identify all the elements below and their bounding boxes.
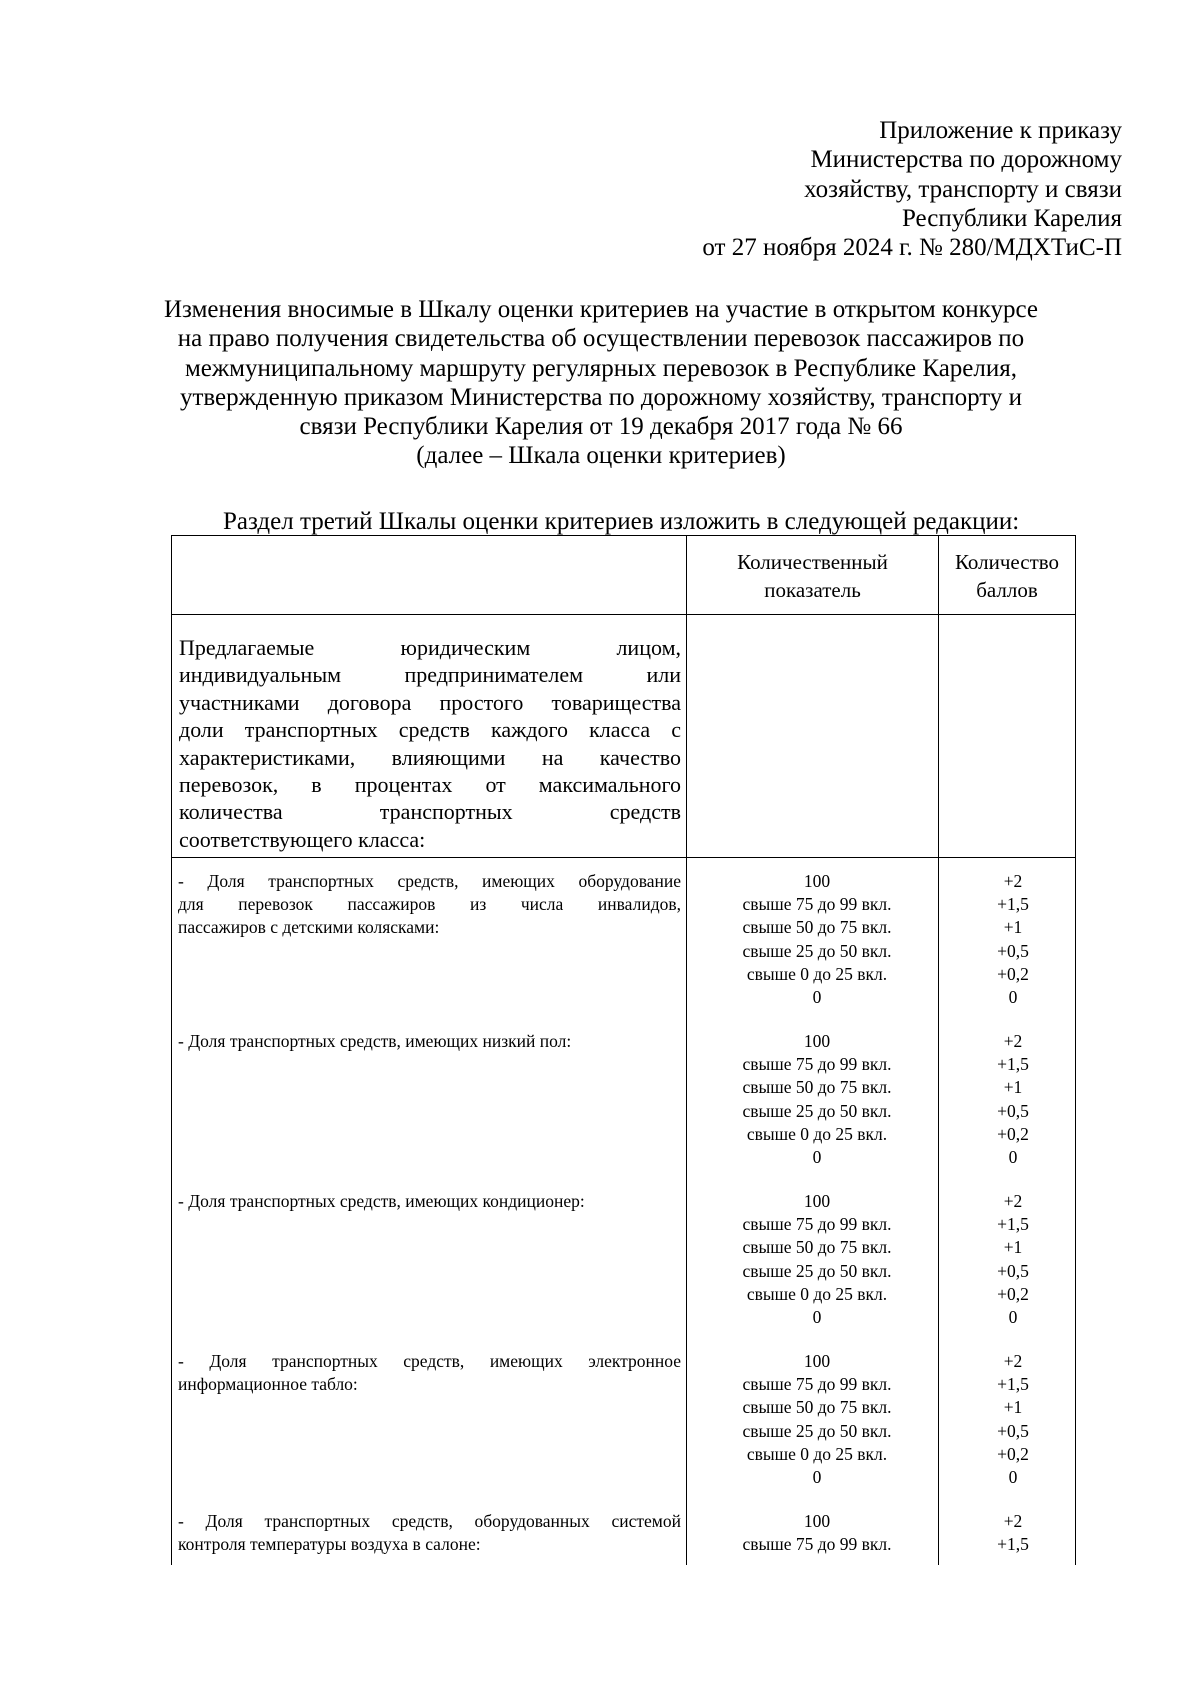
header-line: от 27 ноября 2024 г. № 280/МДХТиС-П: [702, 234, 1122, 262]
lead-line: доли транспортных средств каждого класса с: [179, 717, 681, 743]
criterion-values: 100 свыше 75 до 99 вкл. свыше 50 до 75 вкл. свыше 25 до 50 вкл. свыше 0 до 25 вкл. 0: [742, 871, 892, 1007]
header-line: Республики Карелия: [901, 204, 1122, 232]
table-divider: [171, 857, 1076, 858]
criterion-points: +2 +1,5: [997, 1511, 1029, 1555]
lead-line: характеристиками, влияющими на качество: [179, 744, 681, 770]
column-header-indicator: Количественный показатель: [737, 550, 888, 602]
header-line: Приложение к приказу: [879, 117, 1122, 144]
title-line: (далее – Шкала оценки критериев): [416, 442, 786, 470]
criterion-values: 100 свыше 75 до 99 вкл.: [742, 1511, 892, 1555]
order-appendix-header: [702, 116, 1122, 262]
intro-paragraph: Раздел третий Шкалы оценки критериев изложить в следующей редакции:: [223, 508, 1020, 535]
table-lead-text: [179, 634, 681, 853]
title-line: утвержденную приказом Министерства по дорожному хозяйству, транспорту и: [179, 383, 1023, 411]
table-divider: [171, 614, 1076, 615]
title-line: на право получения свидетельства об осуществлении перевозок пассажиров по: [177, 325, 1025, 353]
title-line: межмуниципальному маршруту регулярных перевозок в Республике Карелия,: [184, 354, 1018, 382]
criterion-points: +2 +1,5 +1 +0,5 +0,2 0: [997, 1031, 1029, 1167]
lead-line: индивидуальным предпринимателем или: [179, 662, 681, 688]
criterion-points: +2 +1,5 +1 +0,5 +0,2 0: [997, 1351, 1029, 1487]
criterion-description: - Доля транспортных средств, оборудованных системой контроля температуры воздуха в салоне:: [178, 1511, 681, 1554]
criterion-points: +2 +1,5 +1 +0,5 +0,2 0: [997, 1191, 1029, 1327]
title-line: связи Республики Карелия от 19 декабря 2017 года № 66: [299, 413, 903, 441]
document-title: [128, 295, 1074, 471]
criterion-values: 100 свыше 75 до 99 вкл. свыше 50 до 75 вкл. свыше 25 до 50 вкл. свыше 0 до 25 вкл. 0: [742, 1191, 892, 1327]
lead-line: перевозок, в процентах от максимального: [179, 771, 681, 797]
header-line: Министерства по дорожному: [810, 146, 1122, 174]
header-line: хозяйству, транспорту и связи: [804, 175, 1122, 203]
criterion-description: - Доля транспортных средств, имеющих низкий пол:: [178, 1031, 572, 1051]
lead-line: количества транспортных средств: [179, 799, 681, 825]
criterion-values: 100 свыше 75 до 99 вкл. свыше 50 до 75 вкл. свыше 25 до 50 вкл. свыше 0 до 25 вкл. 0: [742, 1351, 892, 1487]
criterion-values: 100 свыше 75 до 99 вкл. свыше 50 до 75 вкл. свыше 25 до 50 вкл. свыше 0 до 25 вкл. 0: [742, 1031, 892, 1167]
table-column-divider: [686, 535, 687, 1565]
criterion-description: - Доля транспортных средств, имеющих электронное информационное табло:: [178, 1351, 681, 1394]
lead-line: Предлагаемые юридическим лицом,: [179, 635, 681, 660]
criterion-description: - Доля транспортных средств, имеющих оборудование для перевозок пассажиров из числа инвалидов, пассажиров с детскими колясками:: [178, 871, 681, 937]
table-border-left: [171, 535, 172, 1565]
lead-line: участниками договора простого товарищества: [179, 689, 681, 715]
lead-line: соответствующего класса:: [179, 826, 426, 852]
title-line: Изменения вносимые в Шкалу оценки критериев на участие в открытом конкурсе: [164, 296, 1038, 323]
column-header-points: Количество баллов: [954, 550, 1060, 602]
table-border-top: [171, 535, 1076, 536]
criterion-points: +2 +1,5 +1 +0,5 +0,2 0: [997, 871, 1029, 1007]
criterion-description: - Доля транспортных средств, имеющих кондиционер:: [178, 1191, 585, 1211]
